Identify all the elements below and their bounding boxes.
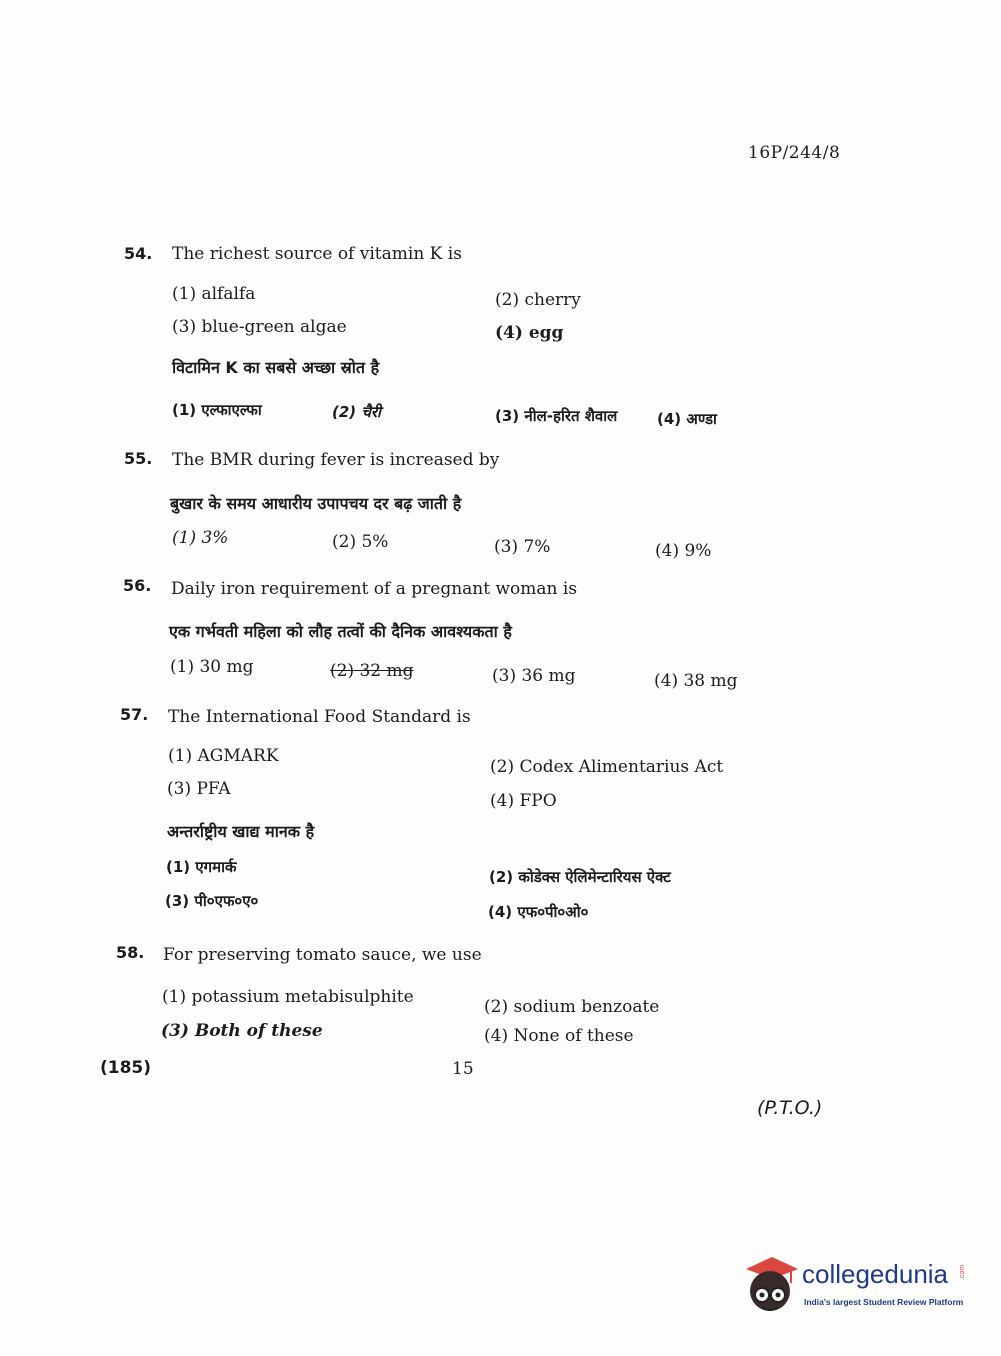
logo-suffix: .com [959, 1264, 967, 1281]
question-56-text-hi: एक गर्भवती महिला को लौह तत्वों की दैनिक आवश्यकता है [169, 622, 512, 641]
q56-option-1: (1) 30 mg [170, 657, 254, 677]
question-number-55: 55. [124, 449, 153, 468]
q57-hi-option-4: (4) एफ०पी०ओ० [488, 903, 589, 921]
q55-option-1: (1) 3% [172, 528, 229, 548]
question-57-text-en: The International Food Standard is [168, 707, 471, 727]
q58-option-2: (2) sodium benzoate [484, 997, 660, 1017]
q57-hi-option-2: (2) कोडेक्स ऐलिमेन्टारियस ऐक्ट [489, 868, 671, 886]
q54-option-3: (3) blue-green algae [172, 317, 347, 337]
q57-option-2: (2) Codex Alimentarius Act [490, 757, 724, 777]
q54-option-2: (2) cherry [495, 290, 581, 310]
q55-option-4: (4) 9% [655, 541, 712, 561]
q54-hi-option-2: (2) चैरी [332, 403, 381, 421]
logo-tagline: India's largest Student Review Platform [804, 1297, 964, 1307]
question-number-56: 56. [123, 576, 152, 595]
question-57-text-hi: अन्तर्राष्ट्रीय खाद्य मानक है [167, 822, 315, 841]
q55-option-2: (2) 5% [332, 532, 389, 552]
q58-option-1: (1) potassium metabisulphite [162, 987, 414, 1007]
q55-option-3: (3) 7% [494, 537, 551, 557]
q57-option-3: (3) PFA [167, 779, 231, 799]
footer-code: (185) [100, 1058, 152, 1078]
question-54-text-en: The richest source of vitamin K is [172, 244, 462, 264]
q57-hi-option-1: (1) एगमार्क [166, 858, 237, 876]
q58-option-3: (3) Both of these [161, 1021, 323, 1041]
q54-option-1: (1) alfalfa [172, 284, 256, 304]
question-number-54: 54. [124, 244, 153, 263]
q56-option-3: (3) 36 mg [492, 666, 576, 686]
q57-hi-option-3: (3) पी०एफ०ए० [165, 892, 259, 910]
q54-hi-option-3: (3) नील-हरित शैवाल [495, 407, 618, 425]
question-54-text-hi: विटामिन K का सबसे अच्छा स्रोत है [172, 358, 380, 377]
page-number: 15 [452, 1059, 474, 1079]
collegedunia-logo [742, 1255, 974, 1325]
question-55-text-hi: बुखार के समय आधारीय उपापचय दर बढ़ जाती है [170, 494, 462, 513]
q56-option-4: (4) 38 mg [654, 671, 738, 691]
mascot-icon [742, 1255, 800, 1317]
question-58-text-en: For preserving tomato sauce, we use [163, 945, 482, 965]
paper-code: 16P/244/8 [748, 143, 841, 163]
question-55-text-en: The BMR during fever is increased by [172, 450, 500, 470]
q56-option-2: (2) 32 mg [330, 661, 414, 681]
q57-option-1: (1) AGMARK [168, 746, 279, 766]
logo-brand: collegedunia [802, 1259, 949, 1289]
q54-hi-option-4: (4) अण्डा [657, 410, 717, 428]
q58-option-4: (4) None of these [484, 1026, 634, 1046]
q54-hi-option-1: (1) एल्फाएल्फा [172, 401, 262, 419]
pto-label: (P.T.O.) [757, 1097, 823, 1119]
question-56-text-en: Daily iron requirement of a pregnant woman is [171, 579, 578, 599]
question-number-57: 57. [120, 705, 149, 724]
q57-option-4: (4) FPO [490, 791, 557, 811]
q54-option-4: (4) egg [495, 323, 564, 343]
question-number-58: 58. [116, 943, 145, 962]
